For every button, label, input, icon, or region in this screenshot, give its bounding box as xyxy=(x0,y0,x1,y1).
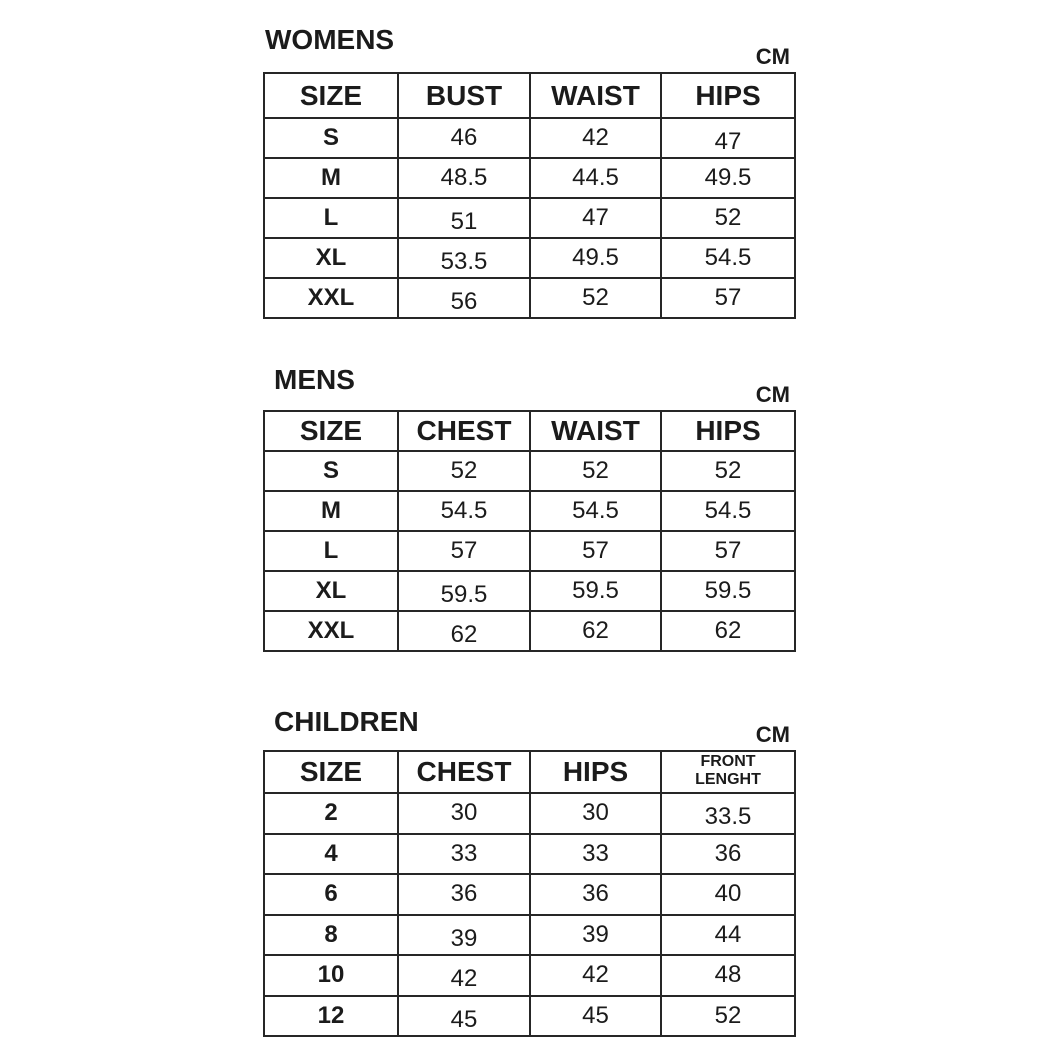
value-cell: 54.5 xyxy=(661,491,795,531)
value-cell: 49.5 xyxy=(530,238,661,278)
value-cell: 52 xyxy=(661,451,795,491)
value-cell: 45 xyxy=(530,996,661,1037)
size-cell: XXL xyxy=(264,611,398,651)
value-cell: 62 xyxy=(530,611,661,651)
table-row-m xyxy=(264,491,795,531)
section-title-womens: WOMENS xyxy=(265,24,395,55)
womens-size-table xyxy=(263,72,796,319)
table-row-6 xyxy=(264,874,795,915)
column-header-waist: WAIST xyxy=(530,411,661,451)
value-cell: 52 xyxy=(661,198,795,238)
unit-label-cm: CM xyxy=(755,722,790,747)
value-cell: 33.5 xyxy=(661,793,795,834)
value-cell: 36 xyxy=(398,874,530,915)
column-header-front-length-text: FRONT LENGHT xyxy=(695,753,761,788)
value-cell: 57 xyxy=(661,278,795,318)
header-row xyxy=(264,751,795,793)
column-header-hips: HIPS xyxy=(530,751,661,793)
value-cell: 57 xyxy=(398,531,530,571)
table-row-xxl xyxy=(264,611,795,651)
table-row-2 xyxy=(264,793,795,834)
value-cell: 39 xyxy=(530,915,661,956)
value-cell: 47 xyxy=(661,118,795,158)
table-row-l xyxy=(264,198,795,238)
children-size-table xyxy=(263,750,796,1037)
table-row-xl xyxy=(264,238,795,278)
value-cell: 51 xyxy=(398,198,530,238)
value-cell: 40 xyxy=(661,874,795,915)
column-header-size: SIZE xyxy=(264,73,398,118)
column-header-size: SIZE xyxy=(264,411,398,451)
size-cell: S xyxy=(264,118,398,158)
size-cell: XXL xyxy=(264,278,398,318)
value-cell: 39 xyxy=(398,915,530,956)
size-cell: 8 xyxy=(264,915,398,956)
table-row-xl xyxy=(264,571,795,611)
value-cell: 44.5 xyxy=(530,158,661,198)
size-cell: 10 xyxy=(264,955,398,996)
unit-label-cm: CM xyxy=(755,382,790,407)
value-cell: 53.5 xyxy=(398,238,530,278)
column-header-chest: CHEST xyxy=(398,411,530,451)
value-cell: 52 xyxy=(661,996,795,1037)
size-cell: M xyxy=(264,158,398,198)
size-cell: S xyxy=(264,451,398,491)
size-cell: 6 xyxy=(264,874,398,915)
column-header-waist: WAIST xyxy=(530,73,661,118)
column-header-chest: CHEST xyxy=(398,751,530,793)
value-cell: 42 xyxy=(530,118,661,158)
mens-size-table xyxy=(263,410,796,652)
value-cell: 52 xyxy=(530,451,661,491)
value-cell: 54.5 xyxy=(530,491,661,531)
value-cell: 44 xyxy=(661,915,795,956)
size-cell: L xyxy=(264,198,398,238)
table-row-4 xyxy=(264,834,795,875)
value-cell: 30 xyxy=(398,793,530,834)
size-cell: L xyxy=(264,531,398,571)
size-cell: XL xyxy=(264,238,398,278)
value-cell: 62 xyxy=(398,611,530,651)
table-row-xxl xyxy=(264,278,795,318)
table-row-8 xyxy=(264,915,795,956)
column-header-hips: HIPS xyxy=(661,73,795,118)
table-row-m xyxy=(264,158,795,198)
column-header-front-length xyxy=(661,751,795,793)
value-cell: 57 xyxy=(530,531,661,571)
column-header-size: SIZE xyxy=(264,751,398,793)
value-cell: 42 xyxy=(398,955,530,996)
size-cell: 2 xyxy=(264,793,398,834)
value-cell: 57 xyxy=(661,531,795,571)
table-row-12 xyxy=(264,996,795,1037)
value-cell: 48 xyxy=(661,955,795,996)
value-cell: 30 xyxy=(530,793,661,834)
unit-label-cm: CM xyxy=(755,44,790,69)
column-header-hips: HIPS xyxy=(661,411,795,451)
header-row xyxy=(264,411,795,451)
value-cell: 52 xyxy=(398,451,530,491)
value-cell: 45 xyxy=(398,996,530,1037)
value-cell: 59.5 xyxy=(661,571,795,611)
section-title-children: CHILDREN xyxy=(274,706,419,737)
table-row-s xyxy=(264,451,795,491)
value-cell: 47 xyxy=(530,198,661,238)
size-cell: XL xyxy=(264,571,398,611)
value-cell: 54.5 xyxy=(661,238,795,278)
value-cell: 36 xyxy=(661,834,795,875)
table-row-10 xyxy=(264,955,795,996)
value-cell: 59.5 xyxy=(398,571,530,611)
value-cell: 54.5 xyxy=(398,491,530,531)
table-row-l xyxy=(264,531,795,571)
size-cell: 4 xyxy=(264,834,398,875)
header-row xyxy=(264,73,795,118)
value-cell: 42 xyxy=(530,955,661,996)
section-title-mens: MENS xyxy=(274,364,355,395)
size-cell: M xyxy=(264,491,398,531)
value-cell: 52 xyxy=(530,278,661,318)
value-cell: 33 xyxy=(398,834,530,875)
value-cell: 48.5 xyxy=(398,158,530,198)
value-cell: 59.5 xyxy=(530,571,661,611)
value-cell: 36 xyxy=(530,874,661,915)
value-cell: 62 xyxy=(661,611,795,651)
value-cell: 46 xyxy=(398,118,530,158)
value-cell: 56 xyxy=(398,278,530,318)
column-header-bust: BUST xyxy=(398,73,530,118)
value-cell: 49.5 xyxy=(661,158,795,198)
table-row-s xyxy=(264,118,795,158)
value-cell: 33 xyxy=(530,834,661,875)
size-cell: 12 xyxy=(264,996,398,1037)
